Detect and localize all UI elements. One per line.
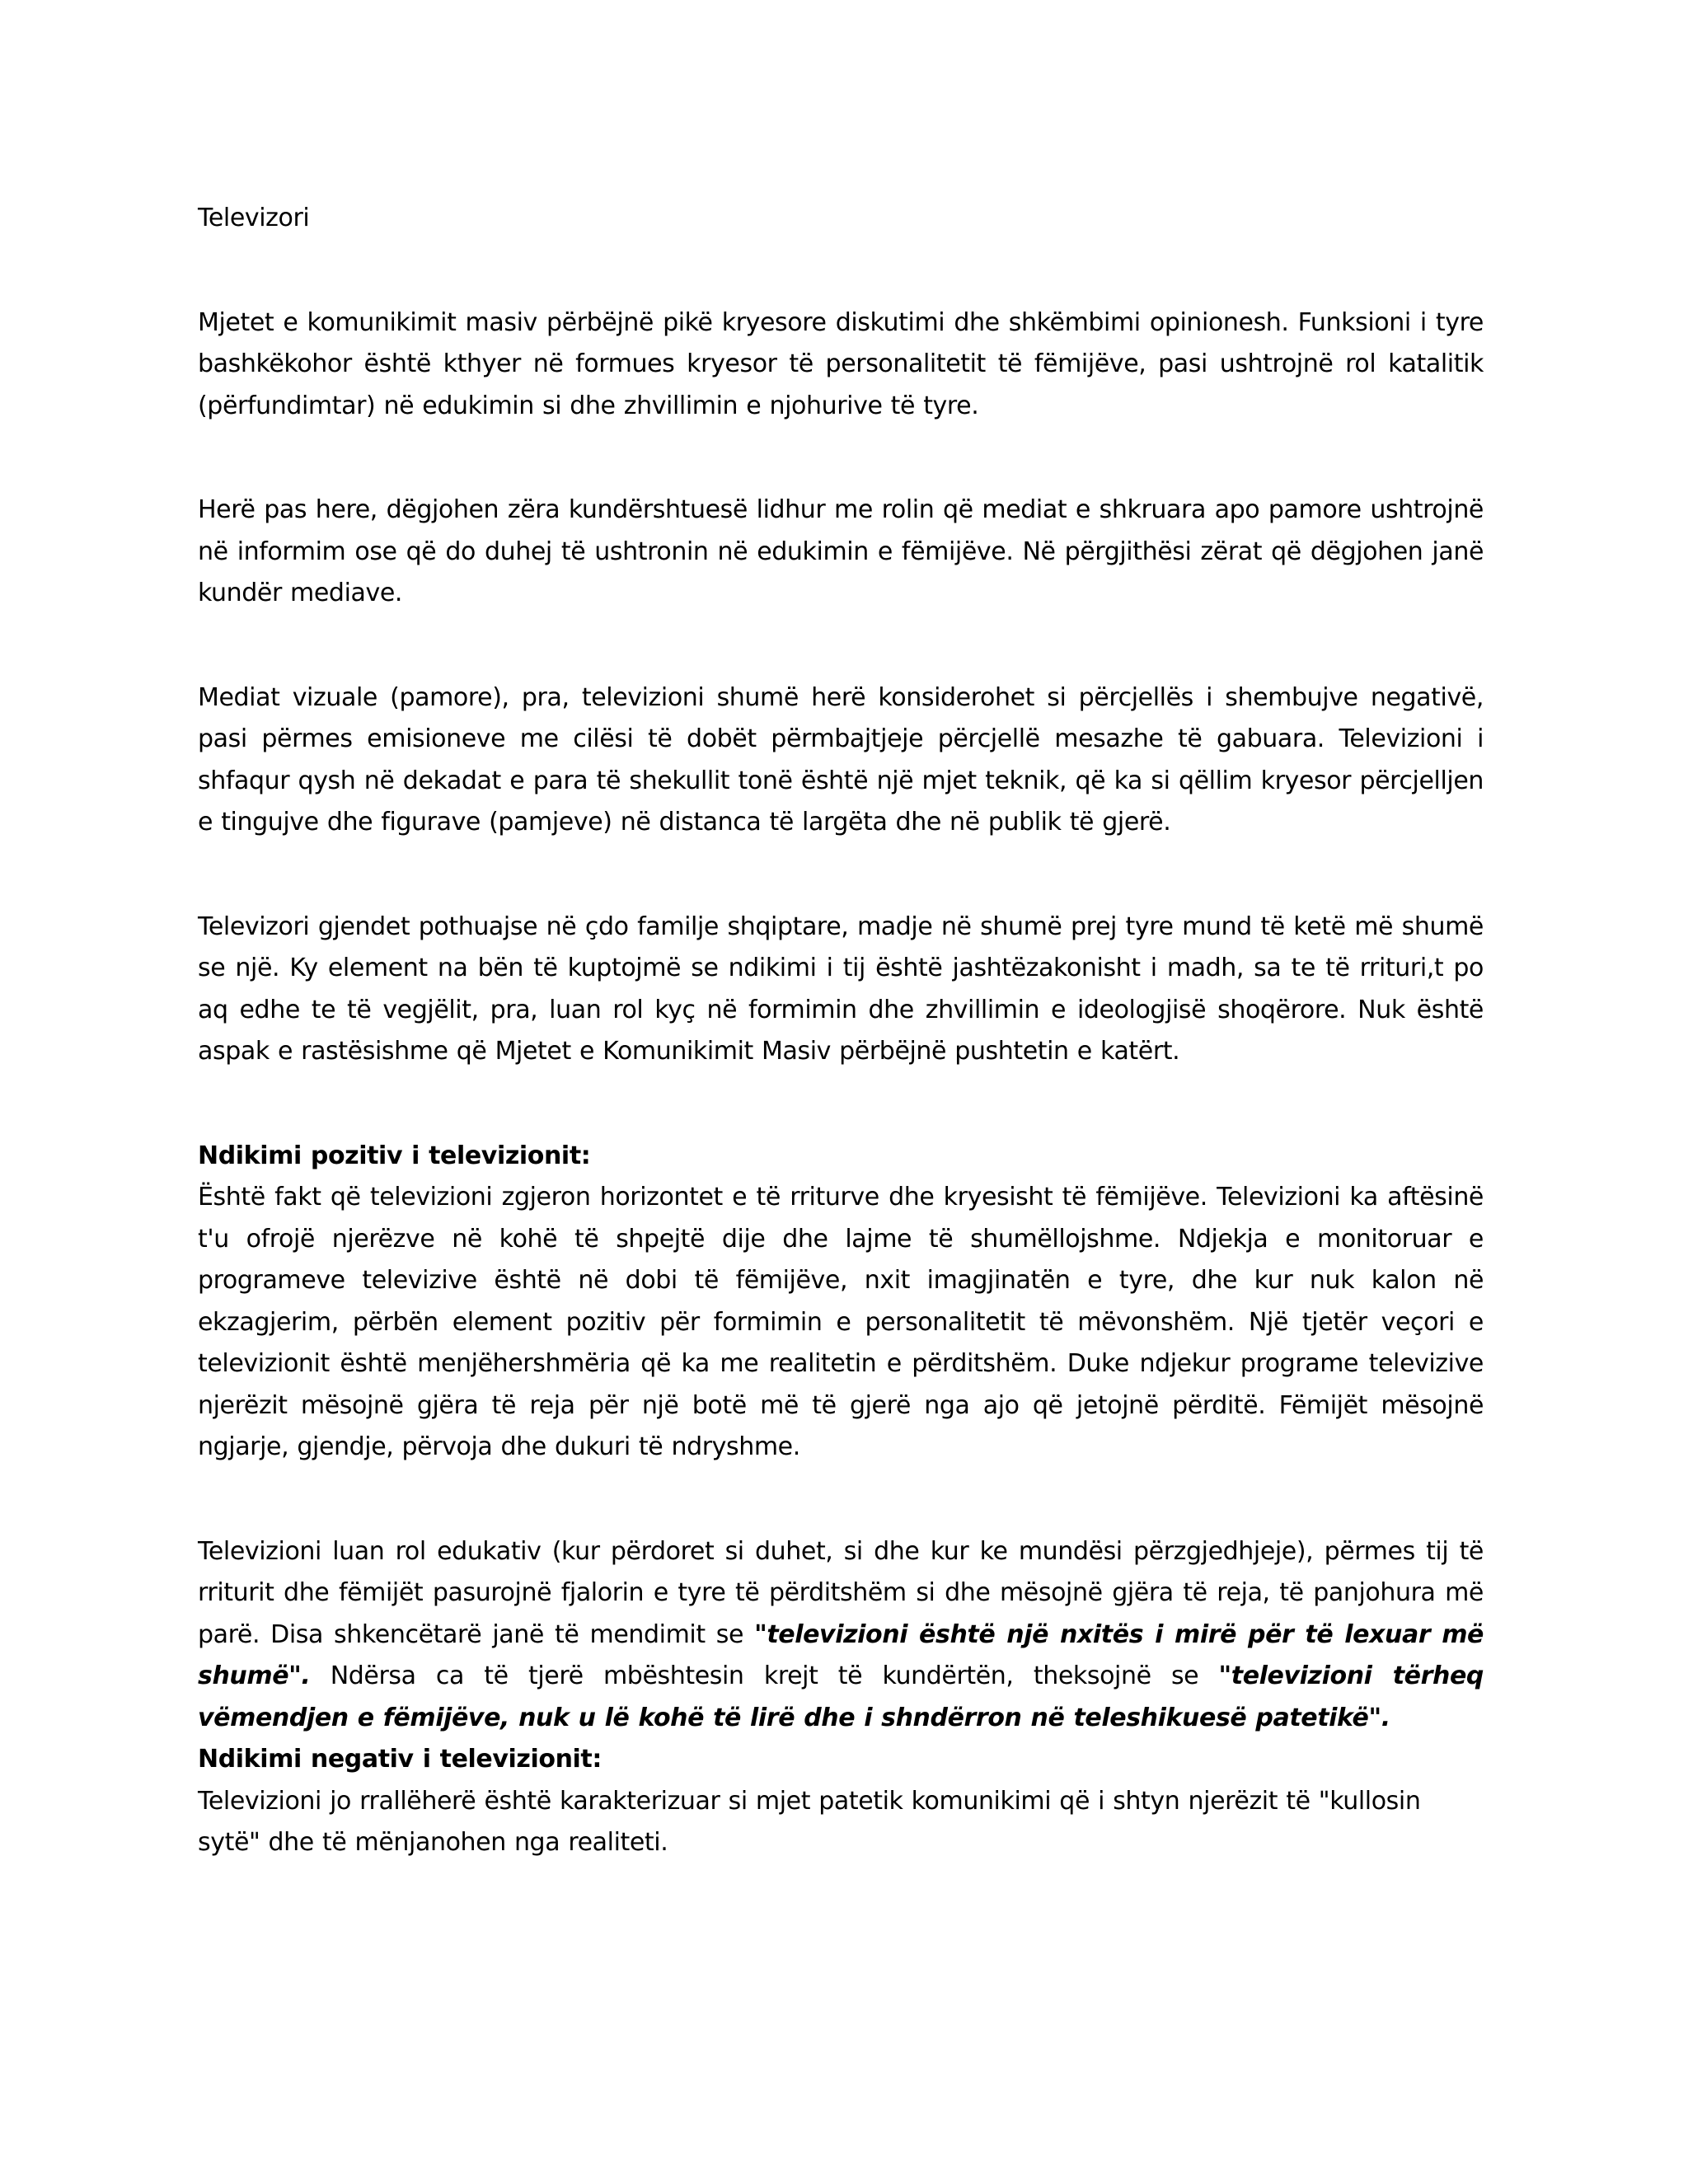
document-page	[198, 198, 1484, 1864]
quote-pathetic-viewers: "televizioni tërheq vëmendjen e fëmijëve, nuk u lë kohë të lirë dhe i shndërron në teleshikuesë patetikë".	[198, 1661, 1484, 1732]
paragraph-educational-role	[198, 1531, 1484, 1740]
heading-positive-influence: Ndikimi pozitiv i televizionit:	[198, 1141, 591, 1170]
paragraph-intro: Mjetet e komunikimit masiv përbëjnë pikë kryesore diskutimi dhe shkëmbimi opinionesh. Funksioni i tyre bashkëkohor është kthyer në formues kryesor të personalitetit të fëmijëve, pasi ushtrojnë rol katalitik (përfundimtar) në edukimin si dhe zhvillimin e njohurive të tyre.	[198, 307, 1484, 420]
quote-reading-stimulus: "televizioni është një nxitës i mirë për të lexuar më shumë".	[198, 1619, 1484, 1690]
paragraph-visual-media: Mediat vizuale (pamore), pra, televizioni shumë herë konsiderohet si përcjellës i shembujve negativë, pasi përmes emisioneve me cilësi të dobët përmbajtjeje përcjellë mesazhe të gabuara. Televizioni i shfaqur qysh në dekadat e para të shekullit tonë është një mjet teknik, që ka si qëllim kryesor përcjelljen e tingujve dhe figurave (pamjeve) në distanca të largëta dhe në publik të gjerë.	[198, 682, 1484, 837]
heading-negative-influence: Ndikimi negativ i televizionit:	[198, 1745, 602, 1774]
paragraph-opposing-voices: Herë pas here, dëgjohen zëra kundërshtuesë lidhur me rolin që mediat e shkruara apo pamore ushtrojnë në informim ose që do duhej të ushtronin në edukimin e fëmijëve. Në përgjithësi zërat që dëgjohen janë kundër mediave.	[198, 495, 1484, 607]
paragraph-positive-influence: Është fakt që televizioni zgjeron horizontet e të rriturve dhe kryesisht të fëmijëve. Televizioni ka aftësinë t'u ofrojë njerëzve në kohë të shpejtë dije dhe lajme të shumëllojshme. Ndjekja e monitoruar e programeve televizive është në dobi të fëmijëve, nxit imagjinatën e tyre, dhe kur nuk kalon në ekzagjerim, përbën element pozitiv për formimin e personalitetit të mëvonshëm. Një tjetër veçori e televizionit është menjëhershmëria që ka me realitetin e përditshëm. Duke ndjekur programe televizive njerëzit mësojnë gjëra të reja për një botë më të gjerë nga ajo që jetojnë përditë. Fëmijët mësojnë ngjarje, gjendje, përvoja dhe dukuri të ndryshme.	[198, 1183, 1484, 1461]
educational-role-text-2: Ndërsa ca të tjerë mbështesin krejt të kundërtën, theksojnë se	[310, 1661, 1219, 1690]
educational-role-text-1: Televizioni luan rol edukativ (kur përdoret si duhet, si dhe kur ke mundësi përzgjedhjeje), përmes tij të rriturit dhe fëmijët pasurojnë fjalorin e tyre të përditshëm si dhe mësojnë gjëra të reja, të panjohura më parë. Disa shkencëtarë janë të mendimit se	[198, 1536, 1484, 1649]
paragraph-fourth-power: Televizori gjendet pothuajse në çdo familje shqiptare, madje në shumë prej tyre mund të ketë më shumë se një. Ky element na bën të kuptojmë se ndikimi i tij është jashtëzakonisht i madh, sa te të rrituri,t po aq edhe te të vegjëlit, pra, luan rol kyç në formimin dhe zhvillimin e ideologjisë shoqërore. Nuk është aspak e rastësishme që Mjetet e Komunikimit Masiv përbëjnë pushtetin e katërt.	[198, 912, 1484, 1066]
document-title: Televizori	[198, 204, 310, 232]
paragraph-negative-influence: Televizioni jo rrallëherë është karakterizuar si mjet patetik komunikimi që i shtyn njerëzit të "kullosin sytë" dhe të mënjanohen nga realiteti.	[198, 1786, 1421, 1857]
